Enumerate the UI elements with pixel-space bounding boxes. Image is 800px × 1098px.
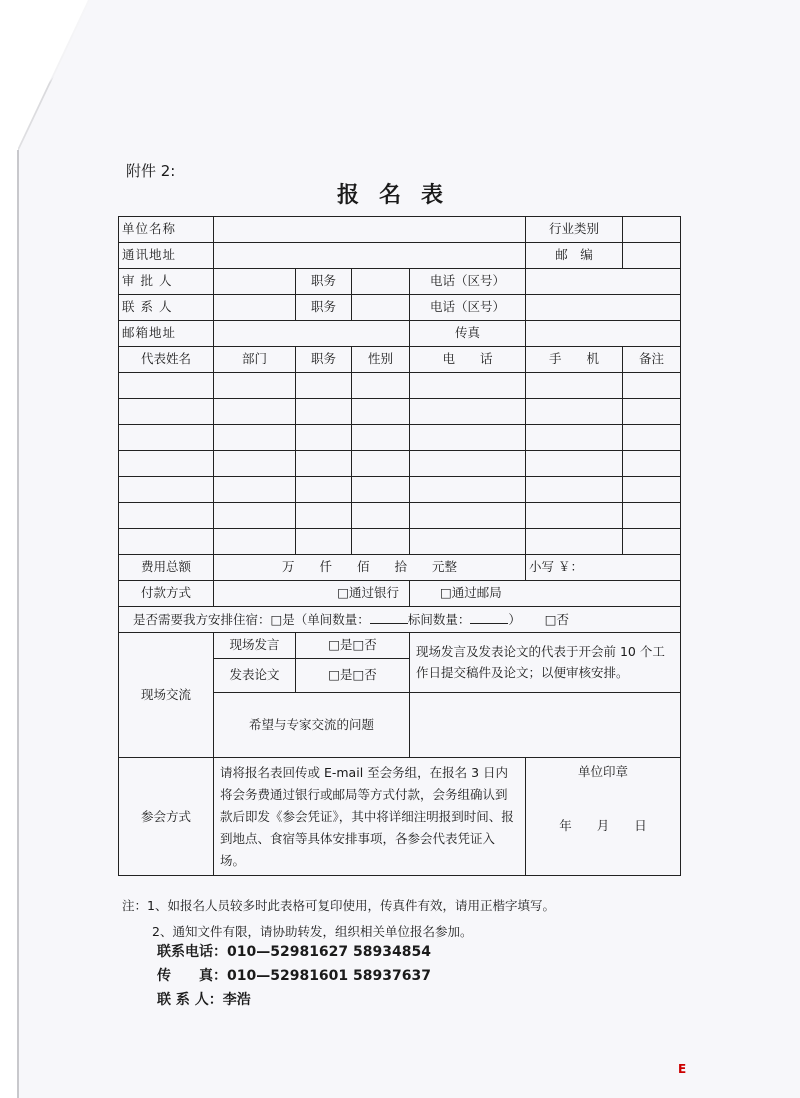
- lodging-close: ）: [508, 611, 521, 627]
- rep-cell[interactable]: [410, 425, 526, 451]
- fee-amount-field[interactable]: 万 仟 佰 拾 元整: [214, 555, 526, 581]
- rep-cell[interactable]: [296, 425, 352, 451]
- speech-label: 现场发言: [214, 633, 296, 659]
- form-title: 报名表: [336, 183, 463, 208]
- address-label: 通讯地址: [119, 243, 214, 269]
- unit-name-field[interactable]: [214, 217, 526, 243]
- address-field[interactable]: [214, 243, 526, 269]
- paper-edge: [17, 150, 19, 1098]
- postcode-label: 邮 编: [526, 243, 623, 269]
- lodging-no-checkbox[interactable]: □否: [544, 611, 569, 627]
- rep-cell[interactable]: [623, 425, 681, 451]
- rep-cell[interactable]: [119, 373, 214, 399]
- rep-header-name: 代表姓名: [119, 347, 214, 373]
- rep-cell[interactable]: [352, 399, 410, 425]
- corner-mark: E: [678, 1062, 687, 1076]
- approver-label: 审 批 人: [119, 269, 214, 295]
- contact-phone-label: 电话（区号）: [410, 295, 526, 321]
- contact-phone-field[interactable]: [526, 295, 681, 321]
- rep-cell[interactable]: [119, 451, 214, 477]
- rep-cell[interactable]: [623, 373, 681, 399]
- rep-cell[interactable]: [623, 529, 681, 555]
- rep-cell[interactable]: [526, 425, 623, 451]
- rep-row: [119, 451, 681, 477]
- standard-room-blank[interactable]: [470, 611, 508, 624]
- rep-header-position: 职务: [296, 347, 352, 373]
- note-2: 2、通知文件有限，请协助转发，组织相关单位报名参加。: [152, 924, 473, 939]
- lodging-row[interactable]: [119, 607, 681, 633]
- rep-cell[interactable]: [296, 477, 352, 503]
- rep-cell[interactable]: [410, 451, 526, 477]
- postcode-field[interactable]: [623, 243, 681, 269]
- rep-header-gender: 性别: [352, 347, 410, 373]
- rep-cell[interactable]: [526, 477, 623, 503]
- rep-cell[interactable]: [352, 425, 410, 451]
- rep-row: [119, 477, 681, 503]
- paper-label: 发表论文: [214, 659, 296, 693]
- rep-row: [119, 529, 681, 555]
- contact-position-label: 职务: [296, 295, 352, 321]
- attachment-label: 附件 2:: [126, 162, 176, 180]
- contact-person-label: 联 系 人: [119, 295, 214, 321]
- rep-cell[interactable]: [214, 529, 296, 555]
- rep-cell[interactable]: [623, 451, 681, 477]
- speech-yes-no[interactable]: □是□否: [296, 633, 410, 659]
- unit-name-label: 单位名称: [119, 217, 214, 243]
- rep-cell[interactable]: [526, 399, 623, 425]
- contact-person-field[interactable]: [214, 295, 296, 321]
- rep-header-dept: 部门: [214, 347, 296, 373]
- rep-header-remark: 备注: [623, 347, 681, 373]
- rep-cell[interactable]: [410, 399, 526, 425]
- fee-label: 费用总额: [119, 555, 214, 581]
- rep-header-mobile: 手 机: [526, 347, 623, 373]
- rep-cell[interactable]: [296, 451, 352, 477]
- rep-cell[interactable]: [526, 373, 623, 399]
- rep-header-phone: 电 话: [410, 347, 526, 373]
- rep-cell[interactable]: [410, 503, 526, 529]
- seal-label: 单位印章: [577, 764, 628, 779]
- email-field[interactable]: [214, 321, 410, 347]
- fax-field[interactable]: [526, 321, 681, 347]
- approver-phone-field[interactable]: [526, 269, 681, 295]
- rep-row: [119, 373, 681, 399]
- attend-label: 参会方式: [119, 758, 214, 876]
- rep-cell[interactable]: [214, 373, 296, 399]
- rep-cell[interactable]: [296, 529, 352, 555]
- rep-cell[interactable]: [214, 477, 296, 503]
- email-label: 邮箱地址: [119, 321, 214, 347]
- contact-fax: 传 真：010—52981601 58937637: [157, 968, 431, 984]
- industry-label: 行业类别: [526, 217, 623, 243]
- paper-yes-no[interactable]: □是□否: [296, 659, 410, 693]
- expert-question-label: 希望与专家交流的问题: [214, 693, 410, 758]
- rep-cell[interactable]: [119, 399, 214, 425]
- rep-cell[interactable]: [526, 451, 623, 477]
- rep-cell[interactable]: [352, 451, 410, 477]
- rep-cell[interactable]: [410, 529, 526, 555]
- rep-cell[interactable]: [296, 373, 352, 399]
- pay-bank-checkbox[interactable]: □通过银行: [214, 581, 410, 607]
- rep-cell[interactable]: [410, 477, 526, 503]
- note-1: 注：1、如报名人员较多时此表格可复印使用，传真件有效，请用正楷字填写。: [122, 898, 555, 913]
- single-room-blank[interactable]: [370, 611, 408, 624]
- registration-table: [118, 216, 681, 876]
- seal-date: 年 月 日: [559, 818, 647, 834]
- rep-cell[interactable]: [119, 477, 214, 503]
- rep-cell[interactable]: [214, 451, 296, 477]
- exchange-note: 现场发言及发表论文的代表于开会前 10 个工作日提交稿件及论文；以便审核安排。: [410, 633, 681, 693]
- rep-cell[interactable]: [214, 503, 296, 529]
- rep-cell[interactable]: [526, 529, 623, 555]
- rep-cell[interactable]: [352, 503, 410, 529]
- fee-small-field[interactable]: 小写 ￥：: [526, 555, 681, 581]
- approver-position-label: 职务: [296, 269, 352, 295]
- rep-cell[interactable]: [352, 373, 410, 399]
- rep-cell[interactable]: [119, 425, 214, 451]
- rep-cell[interactable]: [352, 529, 410, 555]
- approver-field[interactable]: [214, 269, 296, 295]
- approver-position-field[interactable]: [352, 269, 410, 295]
- rep-row: [119, 503, 681, 529]
- rep-cell[interactable]: [214, 425, 296, 451]
- rep-cell[interactable]: [623, 399, 681, 425]
- rep-cell[interactable]: [623, 477, 681, 503]
- rep-cell[interactable]: [623, 503, 681, 529]
- rep-cell[interactable]: [296, 399, 352, 425]
- lodging-question: 是否需要我方安排住宿：□是（单间数量：: [133, 611, 370, 627]
- contact-person: 联 系 人：李浩: [157, 992, 251, 1008]
- approver-phone-label: 电话（区号）: [410, 269, 526, 295]
- pay-post-checkbox[interactable]: □通过邮局: [410, 581, 681, 607]
- rep-cell[interactable]: [296, 503, 352, 529]
- contact-position-field[interactable]: [352, 295, 410, 321]
- fax-label: 传真: [410, 321, 526, 347]
- rep-cell[interactable]: [214, 399, 296, 425]
- expert-question-field[interactable]: [410, 693, 681, 758]
- rep-cell[interactable]: [352, 477, 410, 503]
- attend-text: 请将报名表回传或 E-mail 至会务组，在报名 3 日内将会务费通过银行或邮局等方式付款，会务组确认到款后即发《参会凭证》，其中将详细注明报到时间、报到地点、食宿等具体安排事项，各参会代表凭证入场。: [214, 758, 526, 876]
- rep-cell[interactable]: [410, 373, 526, 399]
- rep-row: [119, 425, 681, 451]
- payment-label: 付款方式: [119, 581, 214, 607]
- contact-block: [157, 940, 431, 1012]
- seal-cell[interactable]: [526, 758, 681, 876]
- contact-phone: 联系电话：010—52981627 58934854: [157, 944, 431, 960]
- industry-field[interactable]: [623, 217, 681, 243]
- rep-cell[interactable]: [526, 503, 623, 529]
- exchange-label: 现场交流: [119, 633, 214, 758]
- rep-cell[interactable]: [119, 503, 214, 529]
- lodging-standard: 标间数量：: [407, 611, 471, 627]
- notes: [122, 893, 555, 945]
- rep-cell[interactable]: [119, 529, 214, 555]
- rep-row: [119, 399, 681, 425]
